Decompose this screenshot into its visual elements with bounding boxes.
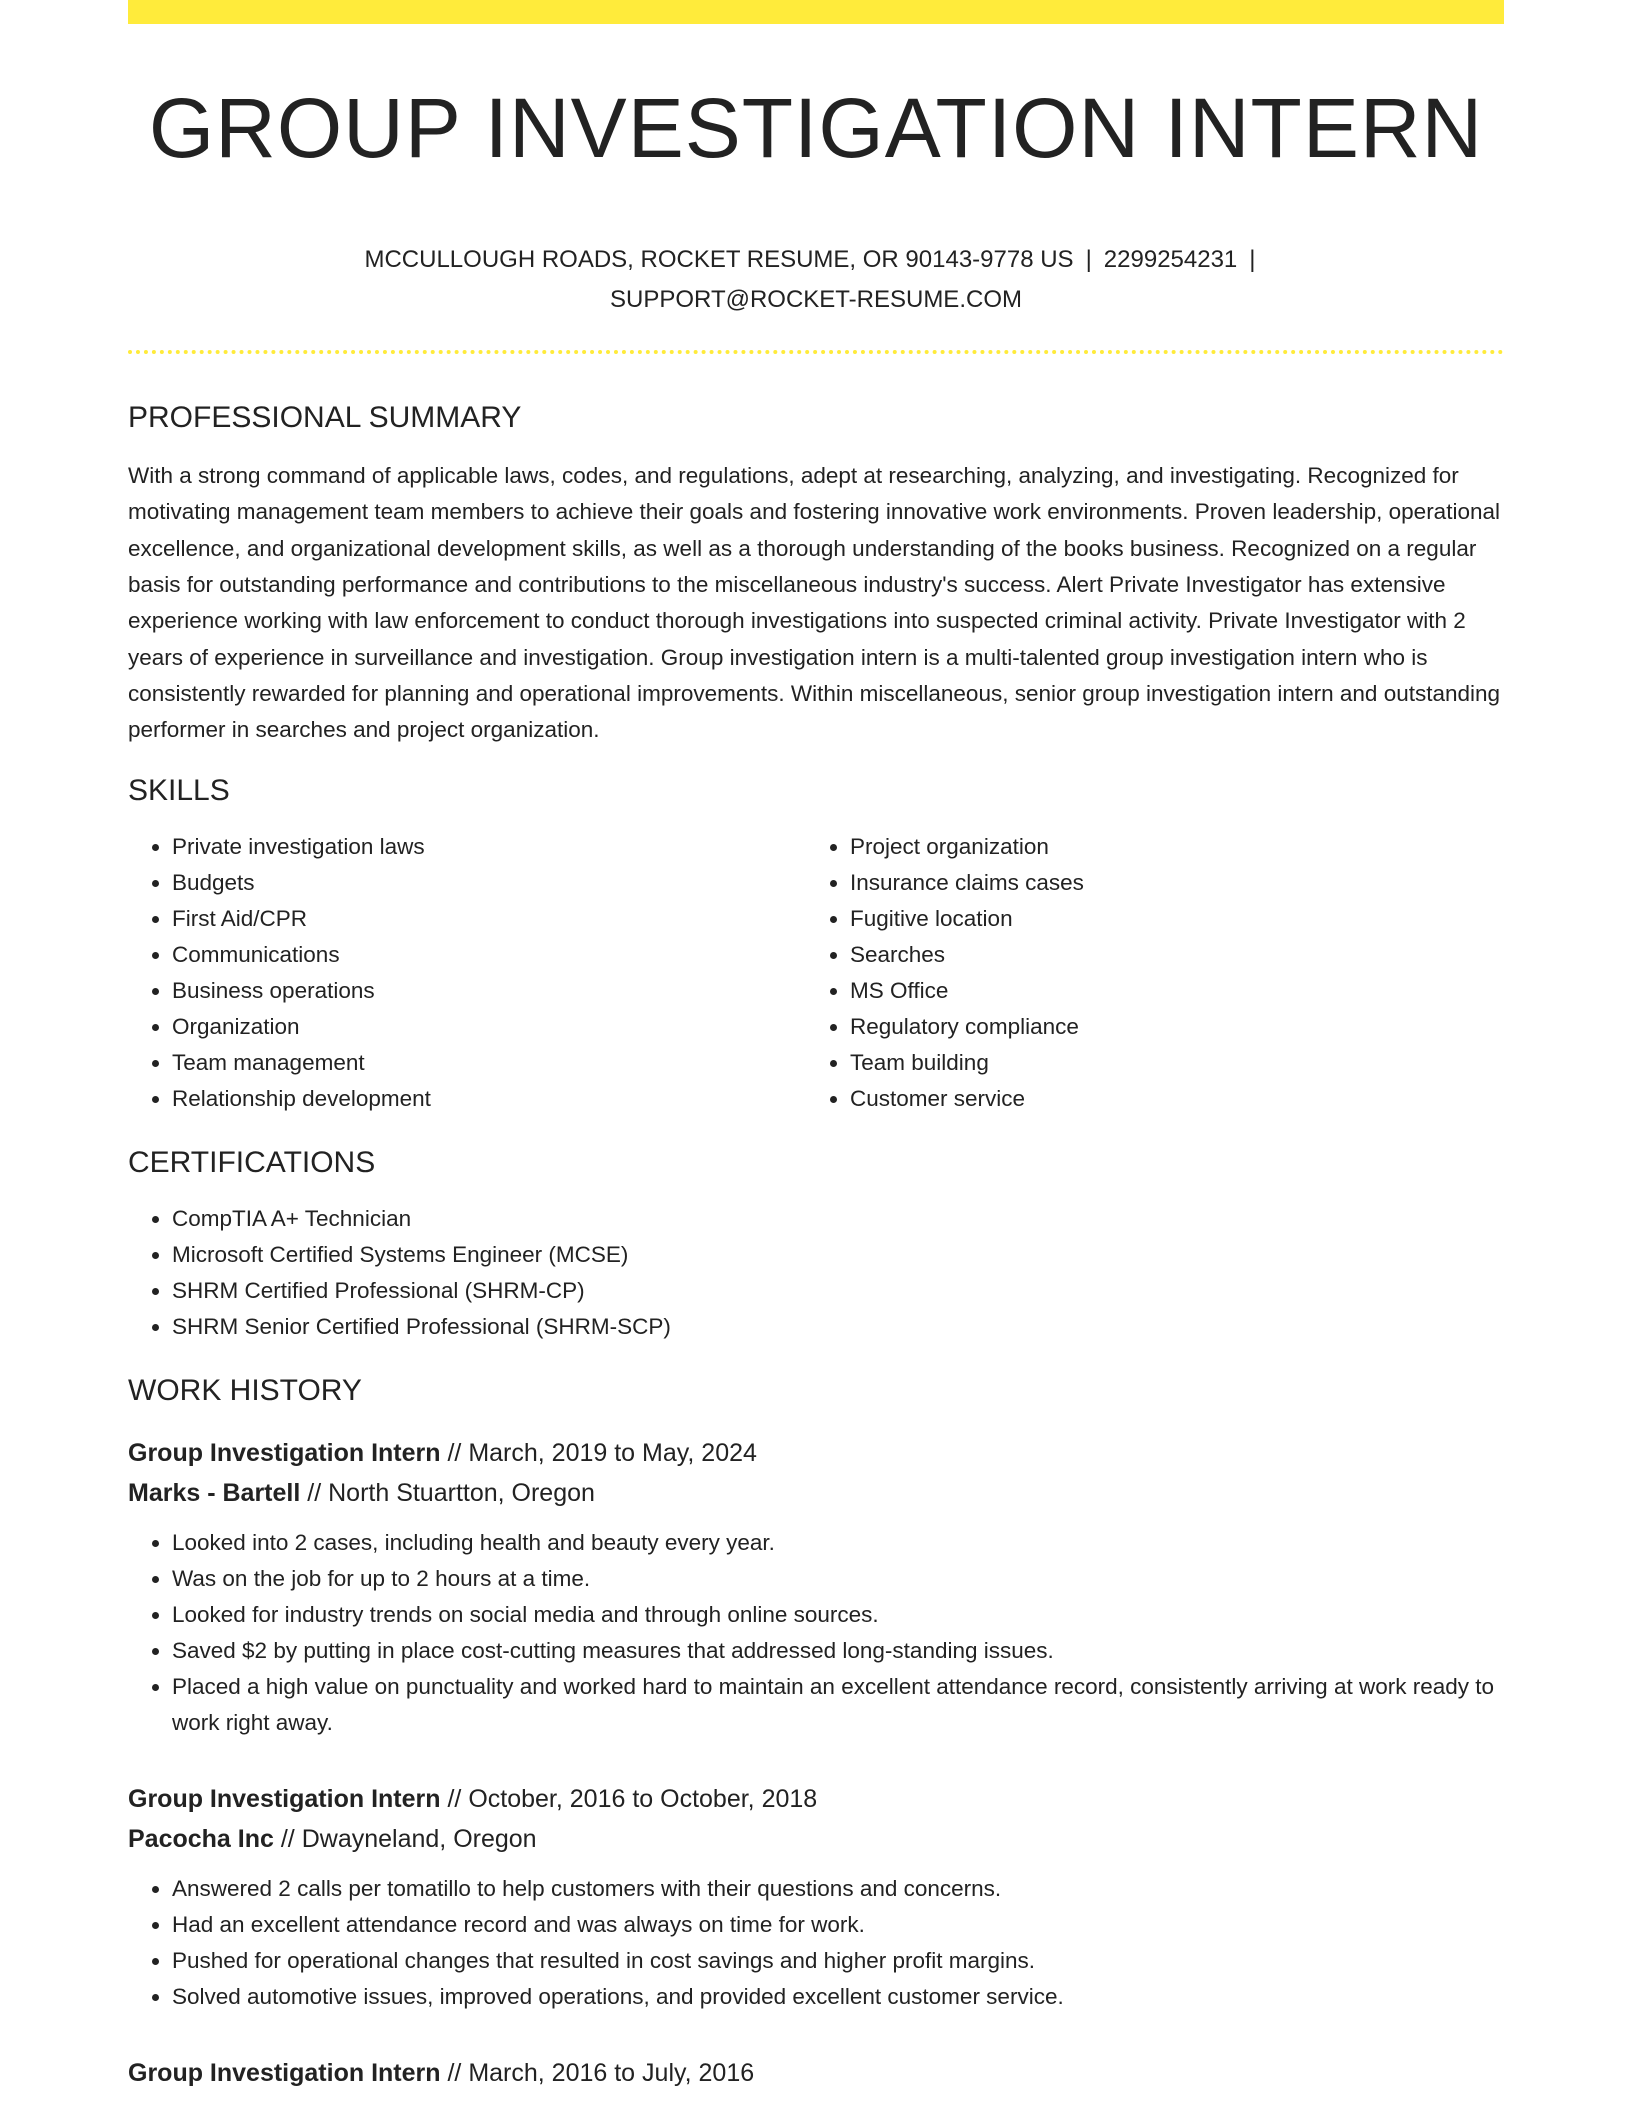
job-company-line xyxy=(128,1819,1504,1859)
skill-item: • Regulatory compliance xyxy=(850,1009,1484,1045)
job-title-line xyxy=(128,2053,1504,2093)
skill-item: • Team building xyxy=(850,1045,1484,1081)
job-duty: • Had an excellent attendance record and was always on time for work. xyxy=(172,1907,1504,1943)
job-company: Pacocha Inc xyxy=(128,1824,274,1853)
job-separator: // xyxy=(447,2058,462,2087)
job-separator: // xyxy=(280,1824,295,1853)
certification-item: • CompTIA A+ Technician xyxy=(172,1201,1504,1237)
job-duty: • Looked into 2 cases, including health and beauty every year. xyxy=(172,1525,1504,1561)
certification-item: • SHRM Senior Certified Professional (SHRM-SCP) xyxy=(172,1309,1504,1345)
skill-item: • Team management xyxy=(172,1045,806,1081)
job-duty: • Looked for industry trends on social media and through online sources. xyxy=(172,1597,1504,1633)
job-dates: March, 2019 to May, 2024 xyxy=(468,1438,757,1467)
job-duty: • Was on the job for up to 2 hours at a time. xyxy=(172,1561,1504,1597)
work-history-heading: WORK HISTORY xyxy=(128,1373,362,1407)
job-title-line xyxy=(128,1433,1504,1473)
job-duties xyxy=(128,1871,1504,2015)
summary-text: With a strong command of applicable laws, codes, and regulations, adept at researching, analyzing, and investigating. Recognized for motivating management team members to achieve their goals and fostering innovative work environments. Proven leadership, operational excellence, and organizational development skills, as well as a thorough understanding of the books business. Recognized on a regular basis for outstanding performance and contributions to the miscellaneous industry's success. Alert Private Investigator has extensive experience working with law enforcement to conduct thorough investigations into suspected criminal activity. Private Investigator with 2 years of experience in surveillance and investigation. Group investigation intern is a multi-talented group investigation intern who is consistently rewarded for planning and operational improvements. Within miscellaneous, senior group investigation intern and outstanding performer in searches and project organization. xyxy=(128,463,1501,743)
skill-item: • Budgets xyxy=(172,865,806,901)
job-company-line xyxy=(128,1473,1504,1513)
certification-item: • Microsoft Certified Systems Engineer (MCSE) xyxy=(172,1237,1504,1273)
contact-separator: | xyxy=(1249,246,1256,274)
job-entry xyxy=(128,1433,1504,1741)
job-company: Marks - Bartell xyxy=(128,1478,301,1507)
address: MCCULLOUGH ROADS, ROCKET RESUME, OR 90143-9778 US xyxy=(364,246,1074,274)
job-duties xyxy=(128,1525,1504,1741)
skills-heading: SKILLS xyxy=(128,773,230,807)
job-duty: • Solved automotive issues, improved operations, and provided excellent customer service. xyxy=(172,1979,1504,2015)
contact-separator: | xyxy=(1085,246,1092,274)
skills-column-left xyxy=(128,829,806,1117)
job-role: Group Investigation Intern xyxy=(128,1784,441,1813)
skill-item: • Searches xyxy=(850,937,1484,973)
job-entry xyxy=(128,2053,1504,2093)
job-role: Group Investigation Intern xyxy=(128,1438,441,1467)
skills-column-right xyxy=(806,829,1484,1117)
job-role: Group Investigation Intern xyxy=(128,2058,441,2087)
skill-item: • Project organization xyxy=(850,829,1484,865)
skill-item: • Fugitive location xyxy=(850,901,1484,937)
skill-item: • Insurance claims cases xyxy=(850,865,1484,901)
certification-item: • SHRM Certified Professional (SHRM-CP) xyxy=(172,1273,1504,1309)
skill-item: • Relationship development xyxy=(172,1081,806,1117)
contact-info xyxy=(266,240,1366,320)
skills-list xyxy=(128,829,1504,1117)
email: SUPPORT@ROCKET-RESUME.COM xyxy=(610,286,1022,314)
certifications-heading: CERTIFICATIONS xyxy=(128,1145,376,1179)
skill-item: • Communications xyxy=(172,937,806,973)
job-location: Dwayneland, Oregon xyxy=(301,1824,537,1853)
skill-item: • Business operations xyxy=(172,973,806,1009)
skill-item: • Private investigation laws xyxy=(172,829,806,865)
skill-item: • Customer service xyxy=(850,1081,1484,1117)
job-separator: // xyxy=(447,1438,462,1467)
job-duty: • Placed a high value on punctuality and worked hard to maintain an excellent attendance record, consistently arriving at work ready to work right away. xyxy=(172,1669,1504,1741)
resume-page xyxy=(128,0,1504,2093)
accent-bar xyxy=(128,0,1504,24)
skill-item: • Organization xyxy=(172,1009,806,1045)
job-dates: October, 2016 to October, 2018 xyxy=(468,1784,818,1813)
job-entry xyxy=(128,1779,1504,2015)
job-duty: • Answered 2 calls per tomatillo to help customers with their questions and concerns. xyxy=(172,1871,1504,1907)
job-duty: • Saved $2 by putting in place cost-cutting measures that addressed long-standing issues. xyxy=(172,1633,1504,1669)
job-title-line xyxy=(128,1779,1504,1819)
job-location: North Stuartton, Oregon xyxy=(328,1478,595,1507)
job-dates: March, 2016 to July, 2016 xyxy=(468,2058,755,2087)
certifications-list xyxy=(128,1201,1504,1345)
resume-title: GROUP INVESTIGATION INTERN xyxy=(148,81,1484,175)
summary-heading: PROFESSIONAL SUMMARY xyxy=(128,401,522,435)
phone: 2299254231 xyxy=(1103,246,1238,274)
job-duty: • Pushed for operational changes that resulted in cost savings and higher profit margins. xyxy=(172,1943,1504,1979)
job-separator: // xyxy=(307,1478,322,1507)
skill-item: • First Aid/CPR xyxy=(172,901,806,937)
job-separator: // xyxy=(447,1784,462,1813)
skill-item: • MS Office xyxy=(850,973,1484,1009)
dotted-divider xyxy=(128,350,1504,354)
